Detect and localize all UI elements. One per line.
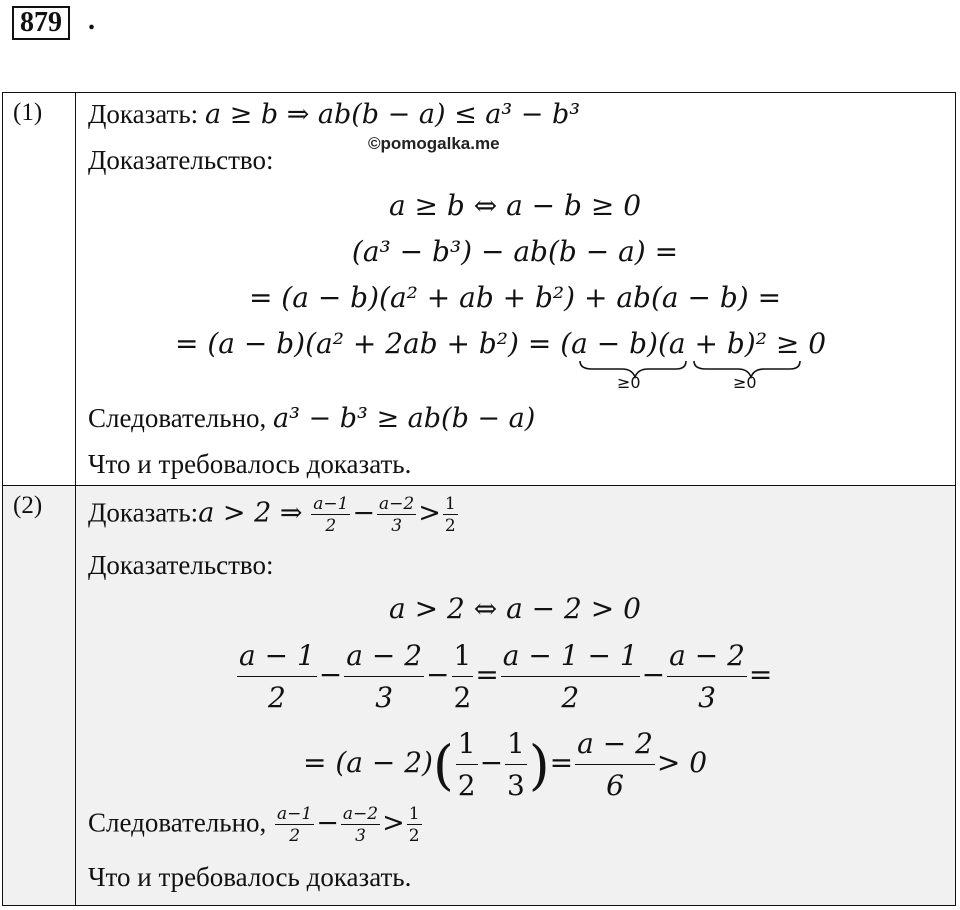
part2-row bbox=[3, 486, 955, 905]
factor-a-minus-b: (a − b) bbox=[560, 327, 658, 360]
part1-label: (1) bbox=[13, 99, 43, 126]
prove-label: Доказать: bbox=[88, 497, 199, 528]
fraction: $\frac{a-2}{3}$ bbox=[379, 494, 415, 536]
therefore-expression: a³ − b³ ≥ ab(b − a) bbox=[273, 403, 536, 434]
line4-left: = (a − b)(a² + 2ab + b²) = bbox=[175, 327, 552, 360]
fraction: $\frac{1}{3}$ bbox=[505, 724, 527, 807]
fraction: $\frac{1}{2}$ bbox=[456, 724, 478, 807]
watermark: ©pomogalka.me bbox=[368, 134, 500, 153]
fraction: $\frac{a - 2}{3}$ bbox=[344, 636, 424, 719]
underbrace-icon bbox=[578, 359, 808, 381]
under-label-2: ≥0 bbox=[733, 373, 757, 392]
proof-label: Доказательство: bbox=[88, 550, 274, 580]
part1-qed: Что и требовалось доказать. bbox=[88, 449, 412, 479]
fraction: $\frac{a-2}{3}$ bbox=[342, 804, 379, 846]
prove-label: Доказать: bbox=[88, 99, 199, 129]
fraction: $\frac{a - 2}{3}$ bbox=[667, 636, 747, 719]
part1-line3: = (a − b)(a² + ab + b²) + ab(a − b) = bbox=[248, 281, 782, 314]
column-divider bbox=[75, 486, 76, 905]
part2-line3: = (a − 2)( $\frac{1}{2}$ − $\frac{1}{3}$ )= $\frac{a - 2}{6}$ > 0 bbox=[303, 724, 707, 807]
fraction: $\frac{a-1}{2}$ bbox=[277, 804, 313, 846]
part1-therefore bbox=[88, 403, 535, 434]
part2-label: (2) bbox=[13, 492, 43, 519]
part1-statement bbox=[88, 99, 580, 130]
fraction: $\frac{a-1}{2}$ bbox=[313, 494, 349, 536]
fraction: $\frac{1}{2}$ bbox=[444, 494, 456, 536]
fraction: $\frac{a - 2}{6}$ bbox=[575, 724, 655, 807]
part2-therefore: Следовательно, $\frac{a-1}{2}$ − $\frac{a-2}{3}$ > $\frac{1}{2}$ bbox=[88, 804, 420, 846]
fraction: $\frac{1}{2}$ bbox=[452, 636, 474, 719]
part1-line4 bbox=[175, 327, 826, 360]
prove-expression-start: a > 2 ⇒ bbox=[198, 497, 303, 529]
part1-line1: a ≥ b ⇔ a − b ≥ 0 bbox=[388, 189, 642, 222]
part2-line1: a > 2 ⇔ a − 2 > 0 bbox=[389, 592, 641, 625]
prove-expression: a ≥ b ⇒ ab(b − a) ≤ a³ − b³ bbox=[204, 99, 581, 130]
under-label-1: ≥0 bbox=[617, 373, 641, 392]
part2-qed: Что и требовалось доказать. bbox=[88, 862, 412, 892]
solution-table bbox=[2, 92, 956, 906]
therefore-label: Следовательно, bbox=[88, 403, 267, 433]
problem-number-dot: . bbox=[88, 5, 95, 36]
fraction: $\frac{1}{2}$ bbox=[408, 804, 420, 846]
part2-line2: $\frac{a - 1}{2}$ − $\frac{a - 2}{3}$ − $\frac{1}{2}$ = $\frac{a - 1 - 1}{2}$ − $\frac{a - 2}{3}$ = bbox=[235, 636, 772, 719]
fraction: $\frac{a - 1}{2}$ bbox=[237, 636, 317, 719]
proof-label: Доказательство: bbox=[88, 145, 274, 175]
part2-statement: Доказать:a > 2 ⇒ $\frac{a-1}{2}$ − $\frac{a-2}{3}$ > $\frac{1}{2}$ bbox=[88, 494, 456, 536]
therefore-label: Следовательно, bbox=[88, 807, 267, 838]
problem-number: 879 bbox=[12, 6, 70, 40]
factor-a-plus-b-squared: (a + b)² bbox=[657, 327, 767, 360]
line4-right: ≥ 0 bbox=[775, 327, 827, 360]
fraction: $\frac{a - 1 - 1}{2}$ bbox=[501, 636, 640, 719]
part1-line2: (a³ − b³) − ab(b − a) = bbox=[351, 235, 679, 268]
